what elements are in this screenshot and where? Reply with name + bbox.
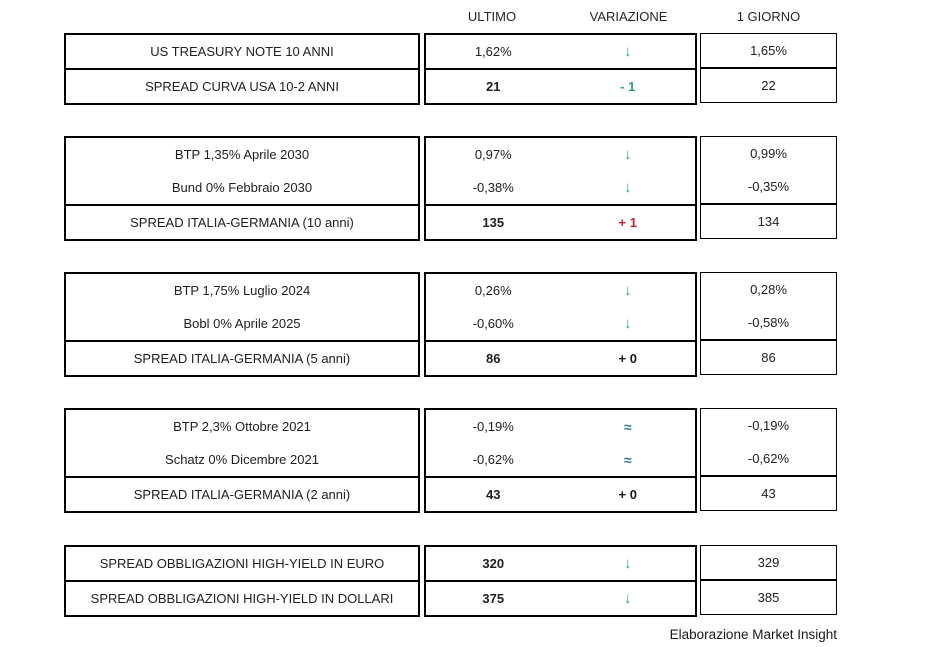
down-arrow-icon: ↓ [624,146,632,163]
table-row [426,274,695,307]
ultimo-cell: 1,62% [474,44,512,59]
values-box [424,272,697,377]
table-row [701,170,836,203]
down-arrow-icon: ↓ [624,282,632,299]
table-row [701,475,836,510]
giorno-cell: -0,58% [747,315,790,330]
giorno-box [700,545,837,615]
labels-box [64,136,420,241]
table-row [66,35,418,68]
column-header-ultimo: ULTIMO [467,9,517,24]
table-row [701,203,836,238]
table-row [701,442,836,475]
variazione-cell: - 1 [620,79,636,94]
ultimo-cell: 21 [486,79,501,94]
giorno-cell: 329 [757,555,780,570]
table-row [426,580,695,615]
ultimo-cell: -0,19% [472,419,514,434]
row-label: SPREAD ITALIA-GERMANIA (5 anni) [133,351,351,366]
approx-icon: ≈ [623,418,632,435]
table-row [426,443,695,476]
table-row [66,307,418,340]
approx-icon: ≈ [623,451,632,468]
table-row [66,274,418,307]
row-label: Bobl 0% Aprile 2025 [183,316,301,331]
table-row [426,410,695,443]
labels-box [64,408,420,513]
table-row [701,546,836,579]
down-arrow-icon: ↓ [624,43,632,60]
variazione-cell: + 0 [618,487,637,502]
row-label: Schatz 0% Dicembre 2021 [165,452,319,467]
ultimo-cell: 320 [482,556,505,571]
table-row [66,340,418,375]
row-label: SPREAD OBBLIGAZIONI HIGH-YIELD IN DOLLARI [90,591,394,606]
table-row [66,410,418,443]
down-arrow-icon: ↓ [624,179,632,196]
ultimo-cell: -0,60% [472,316,514,331]
row-label: BTP 2,3% Ottobre 2021 [173,419,311,434]
us-treasury-table [64,33,837,105]
table-row [701,273,836,306]
row-label: SPREAD ITALIA-GERMANIA (10 anni) [130,215,354,230]
table-row [66,138,418,171]
ultimo-cell: 375 [482,591,505,606]
giorno-cell: -0,62% [747,451,790,466]
labels-box [64,545,420,617]
table-row [701,306,836,339]
ultimo-cell: 43 [486,487,501,502]
ultimo-cell: 135 [482,215,505,230]
table-row [426,204,695,239]
values-box [424,408,697,513]
giorno-cell: 385 [757,590,780,605]
source-credit: Elaborazione Market Insight [669,627,837,642]
down-arrow-icon: ↓ [624,555,632,572]
giorno-cell: -0,35% [747,179,790,194]
down-arrow-icon: ↓ [624,590,632,607]
ultimo-cell: 0,26% [474,283,512,298]
column-header-variazione: VARIAZIONE [589,9,668,24]
giorno-cell: 22 [761,78,776,93]
table-row [66,204,418,239]
giorno-cell: 134 [757,214,780,229]
row-label: BTP 1,35% Aprile 2030 [174,147,310,162]
column-header-1-giorno: 1 GIORNO [736,9,801,24]
table-row [426,340,695,375]
ultimo-cell: 86 [486,351,501,366]
table-row [701,34,836,67]
row-label: Bund 0% Febbraio 2030 [171,180,313,195]
row-label: SPREAD CURVA USA 10-2 ANNI [145,79,339,94]
table-row [66,580,418,615]
table-row [701,67,836,102]
giorno-box [700,136,837,239]
table-row [66,547,418,580]
variazione-cell: + 0 [618,351,637,366]
table-row [701,137,836,170]
row-label: SPREAD ITALIA-GERMANIA (2 anni) [133,487,351,502]
table-row [66,68,418,103]
giorno-cell: -0,19% [747,418,790,433]
italia-germania-2y-table [64,408,837,513]
table-row [426,547,695,580]
table-row [66,443,418,476]
down-arrow-icon: ↓ [624,315,632,332]
row-label: US TREASURY NOTE 10 ANNI [150,44,334,59]
values-box [424,545,697,617]
giorno-box [700,33,837,103]
table-row [426,68,695,103]
values-box [424,33,697,105]
ultimo-cell: -0,38% [472,180,514,195]
labels-box [64,33,420,105]
table-row [426,307,695,340]
giorno-box [700,272,837,375]
table-row [426,35,695,68]
giorno-cell: 86 [761,350,776,365]
italia-germania-10y-table [64,136,837,241]
table-row [426,138,695,171]
ultimo-cell: -0,62% [472,452,514,467]
row-label: BTP 1,75% Luglio 2024 [173,283,311,298]
giorno-cell: 43 [761,486,776,501]
labels-box [64,272,420,377]
table-row [701,339,836,374]
giorno-cell: 0,28% [750,282,787,297]
table-row [426,171,695,204]
variazione-cell: + 1 [618,215,637,230]
italia-germania-5y-table [64,272,837,377]
table-row [426,476,695,511]
ultimo-cell: 0,97% [474,147,512,162]
high-yield-table [64,545,837,617]
table-row [66,476,418,511]
giorno-box [700,408,837,511]
giorno-cell: 1,65% [750,43,787,58]
table-row [66,171,418,204]
table-row [701,579,836,614]
row-label: SPREAD OBBLIGAZIONI HIGH-YIELD IN EURO [99,556,385,571]
giorno-cell: 0,99% [750,146,787,161]
values-box [424,136,697,241]
table-row [701,409,836,442]
